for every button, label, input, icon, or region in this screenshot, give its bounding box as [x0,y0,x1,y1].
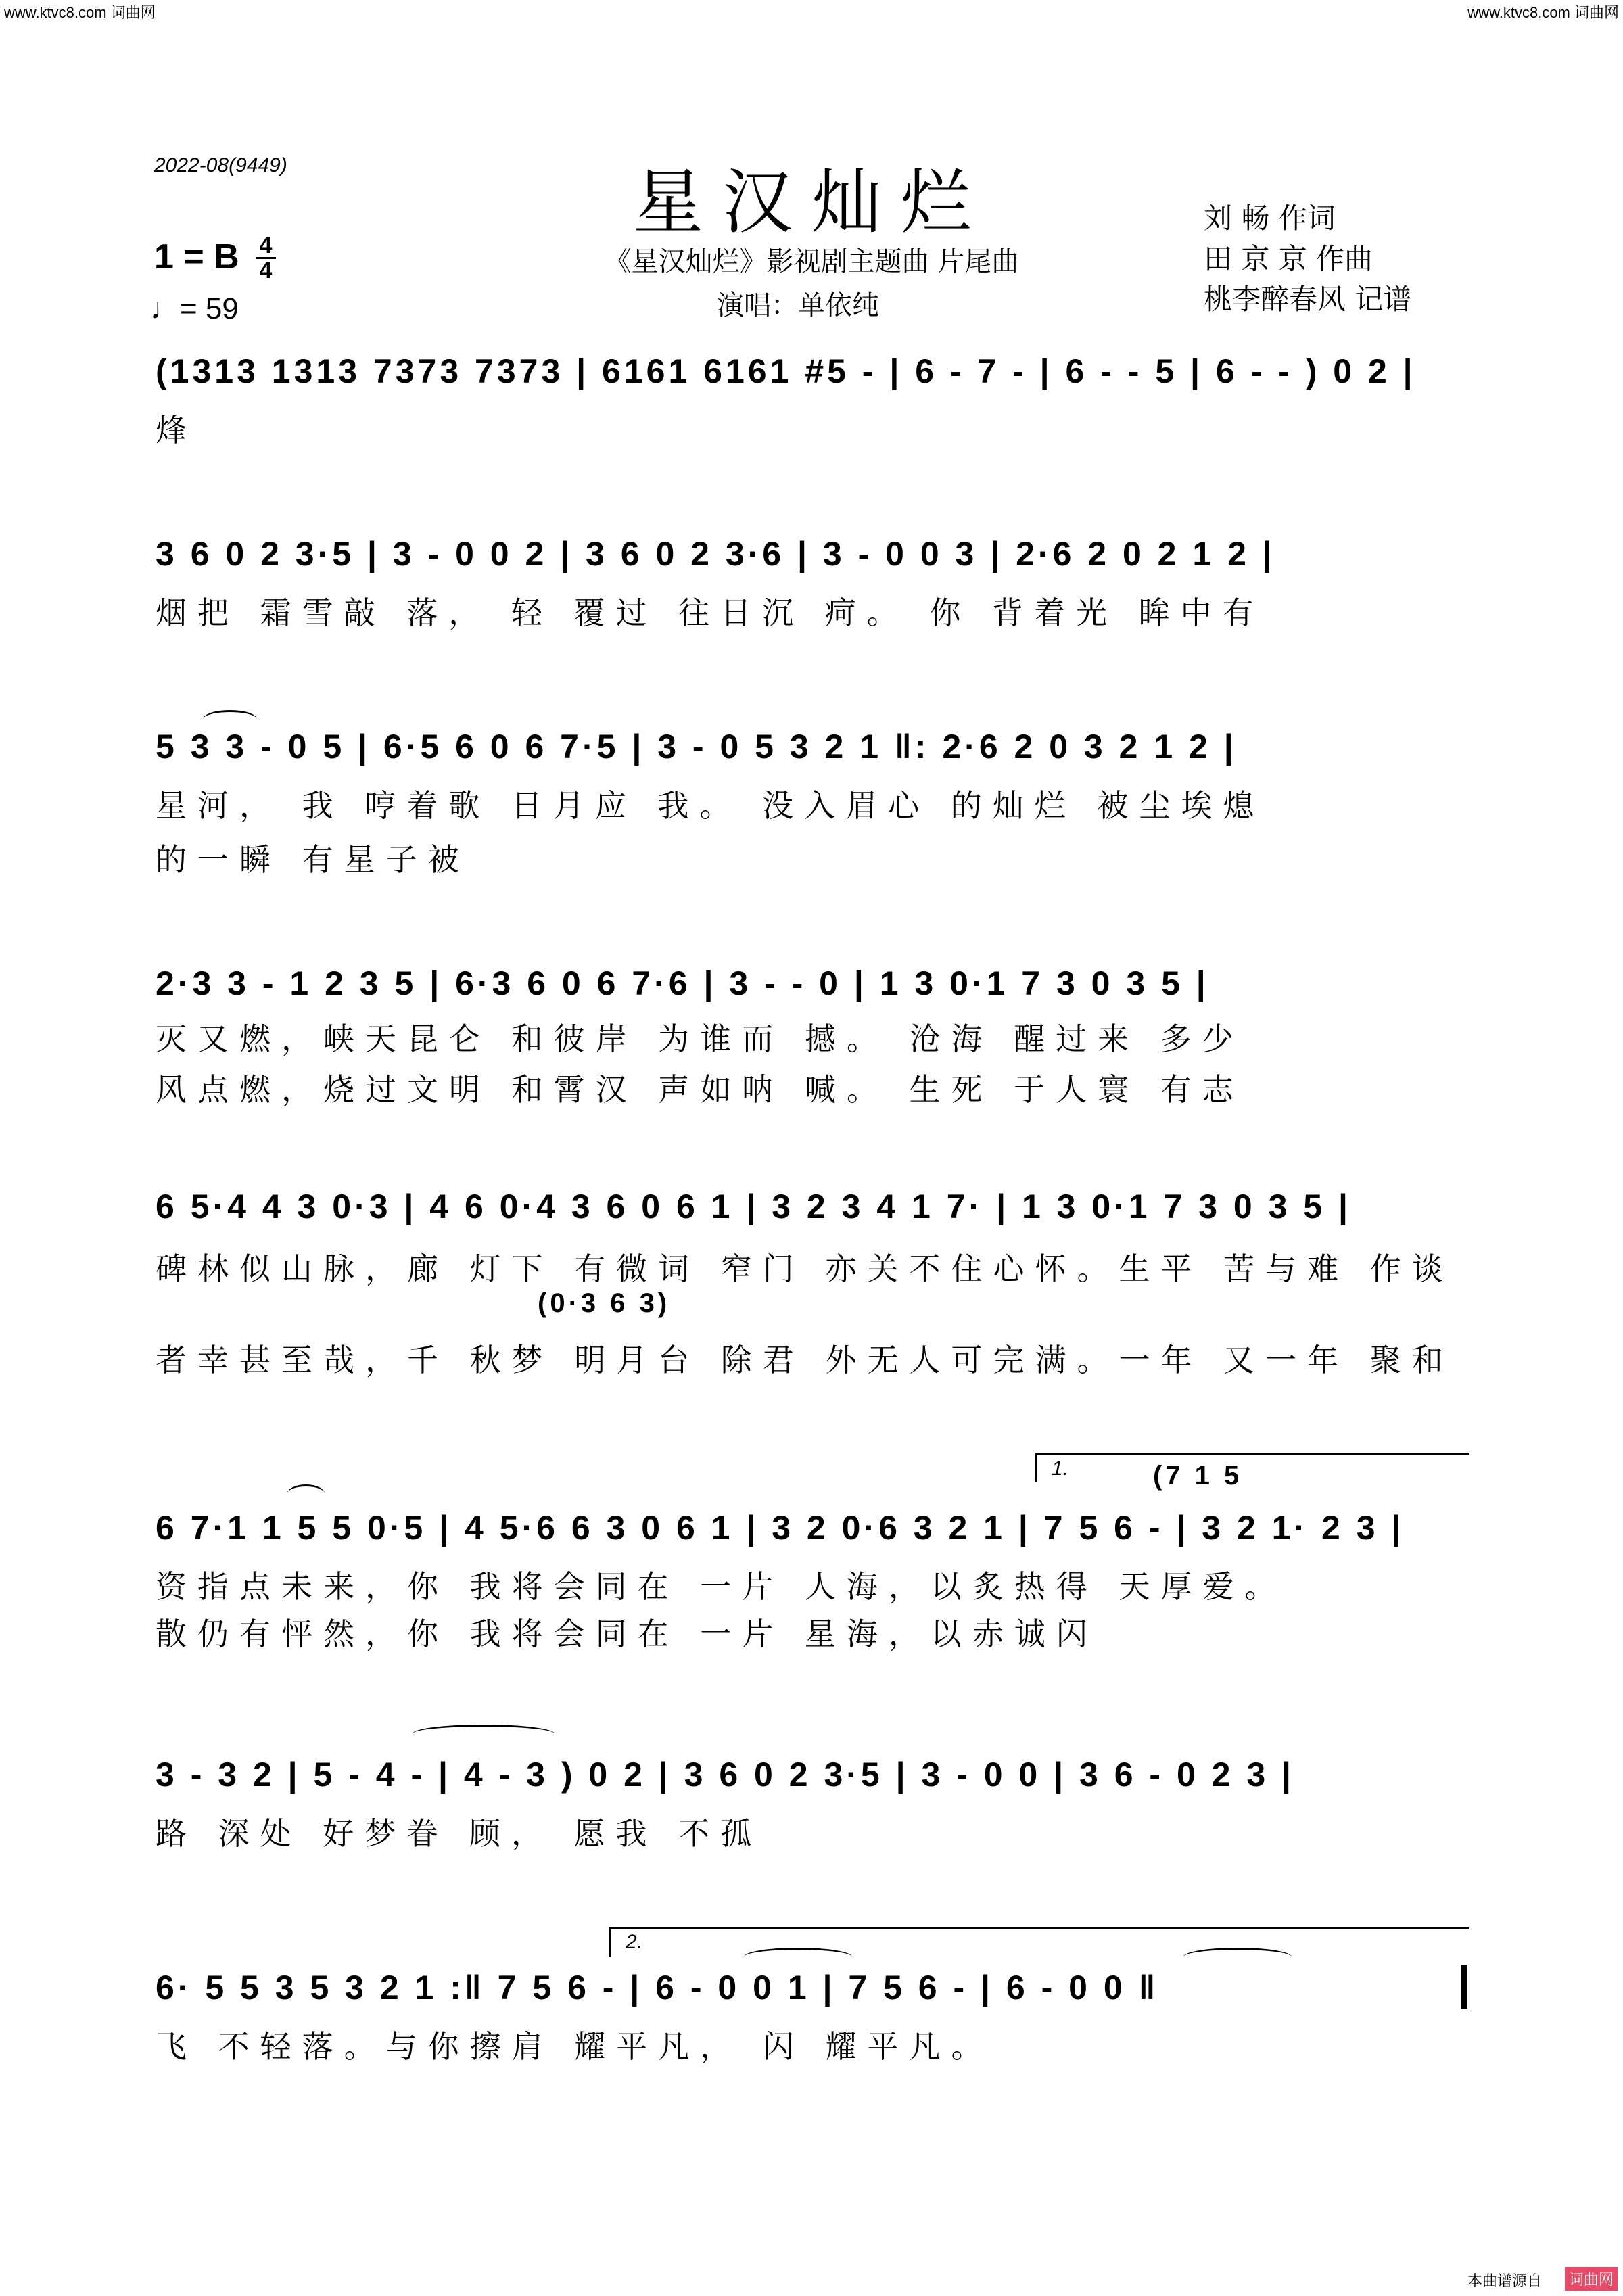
score-lyrics-line-5a: 碑林似山脉，廊 灯下 有微词 窄门 亦关不住心怀。生平 苦与难 作谈 [156,1250,1454,1287]
volta-number-1: 1. [1052,1457,1069,1480]
song-subtitle: 《星汉灿烂》影视剧主题曲 片尾曲 [604,246,1019,277]
credit-lyricist: 刘 畅 作词 [1204,202,1336,235]
score-notes-line-8: 6· 5 5 3 5 3 2 1 :‖ 7 5 6 - | 6 - 0 0 1 | 7 5 6 - | 6 - 0 0 ‖ [156,1969,1159,2007]
site-watermark-left: www.ktvc8.com 词曲网 [4,4,156,21]
date-code: 2022-08(9449) [154,154,287,177]
key-signature: 1 = B [154,237,239,277]
score-notes-line-7: 3 - 3 2 | 5 - 4 - | 4 - 3 ) 0 2 | 3 6 0 2 3·5 | 3 - 0 0 | 3 6 - 0 2 3 | [156,1756,1295,1794]
score-notes-line-3: 5 3 3 - 0 5 | 6·5 6 0 6 7·5 | 3 - 0 5 3 2 1 ‖: 2·6 2 0 3 2 1 2 | [156,728,1237,766]
volta-number-2: 2. [626,1931,643,1953]
score-notes-line-4: 2·3 3 - 1 2 3 5 | 6·3 6 0 6 7·6 | 3 - - 0 | 1 3 0·1 7 3 0 3 5 | [156,964,1209,1002]
slur-mark-4 [1183,1948,1292,1966]
alternate-notes: (0·3 6 3) [538,1288,671,1318]
slur-mark-3 [744,1948,852,1966]
time-sig-top: 4 [259,233,273,258]
time-sig-bottom: 4 [259,258,273,283]
footer-source: 本曲谱源自 [1467,2273,1542,2290]
slur-mark [287,1484,325,1503]
score-notes-line-1: (1313 1313 7373 7373 | 6161 6161 #5 - | 6 - 7 - | 6 - - 5 | 6 - - ) 0 2 | [156,352,1416,390]
score-notes-line-2: 3 6 0 2 3·5 | 3 - 0 0 2 | 3 6 0 2 3·6 | 3 - 0 0 3 | 2·6 2 0 2 1 2 | [156,535,1275,573]
score-lyrics-line-2: 烟把 霜雪敲 落， 轻 覆过 往日沉 疴。 你 背着光 眸中有 [156,594,1265,631]
singer: 演唱：单依纯 [717,290,879,321]
time-signature [256,234,276,282]
score-lyrics-line-4a: 灭又燃，峡天昆仑 和彼岸 为谁而 撼。 沧海 醒过来 多少 [156,1021,1244,1057]
score-lyrics-line-5b: 者幸甚至哉，千 秋梦 明月台 除君 外无人可完满。一年 又一年 聚和 [156,1342,1454,1378]
score-notes-line-5: 6 5·4 4 3 0·3 | 4 6 0·4 3 6 0 6 1 | 3 2 3 4 1 7· | 1 3 0·1 7 3 0 3 5 | [156,1188,1351,1225]
score-notes-line-6: 6 7·1 1 5 5 0·5 | 4 5·6 6 3 0 6 1 | 3 2 0·6 3 2 1 | 7 5 6 - | 3 2 1· 2 3 | [156,1509,1405,1547]
credit-transcriber: 桃李醉春风 记谱 [1204,283,1412,316]
score-lyrics-line-7: 路 深处 好梦眷 顾， 愿我 不孤 [156,1815,763,1852]
score-lyrics-line-3a: 星河， 我 哼着歌 日月应 我。 没入眉心 的灿烂 被尘埃熄 [156,787,1265,824]
final-barline [1461,1965,1467,2009]
tie-mark [203,710,257,728]
slur-mark-2 [413,1725,555,1743]
score-lyrics-line-1: 烽 [156,412,197,448]
song-title: 星汉灿烂 [632,161,990,243]
volta-bracket-2 [609,1927,1469,1957]
score-lyrics-line-3b: 的一瞬 有星子被 [156,841,470,878]
footer-brand: 词曲网 [1565,2267,1618,2291]
volta-bracket-1 [1035,1453,1469,1482]
credit-composer: 田 京 京 作曲 [1204,242,1373,275]
score-lyrics-line-6b: 散仍有怦然，你 我将会同在 一片 星海，以赤诚闪 [156,1616,1098,1652]
alternate-notes-2: (7 1 5 [1153,1461,1243,1491]
score-lyrics-line-6a: 资指点未来，你 我将会同在 一片 人海，以炙热得 天厚爱。 [156,1568,1287,1605]
score-lyrics-line-8: 飞 不轻落。与你擦肩 耀平凡， 闪 耀平凡。 [156,2028,993,2065]
score-lyrics-line-4b: 风点燃，烧过文明 和霄汉 声如呐 喊。 生死 于人寰 有志 [156,1071,1244,1108]
tempo-marking: ♩= 59 [150,292,239,325]
site-watermark-right: www.ktvc8.com 词曲网 [1467,4,1619,21]
